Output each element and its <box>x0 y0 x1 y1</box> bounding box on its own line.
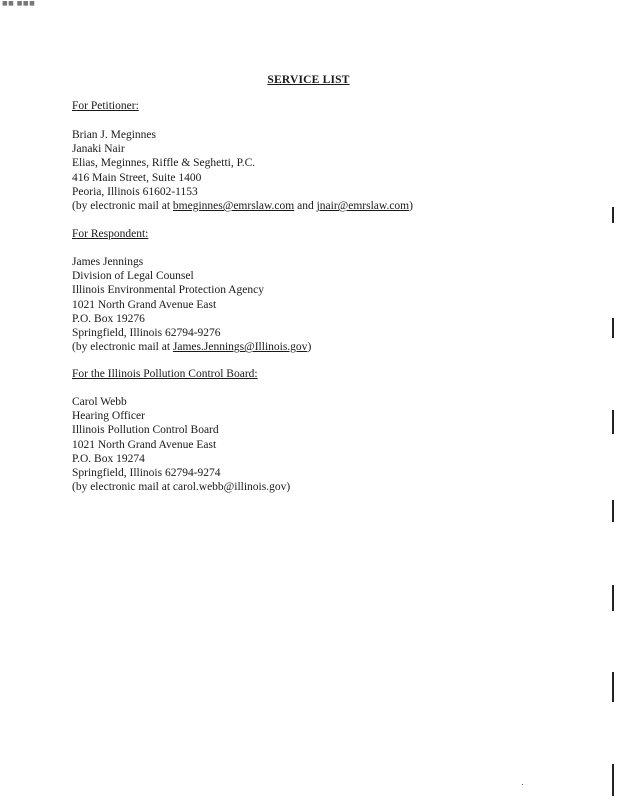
petitioner-line: Brian J. Meginnes <box>72 129 157 141</box>
petitioner-line: Janaki Nair <box>72 143 125 156</box>
board-line: Hearing Officer <box>72 410 145 423</box>
respondent-heading: For Respondent: <box>72 228 149 240</box>
board-line: Illinois Pollution Control Board <box>72 424 219 437</box>
email-suffix: ) <box>307 341 312 354</box>
board-line: Springfield, Illinois 62794-9274 <box>72 467 221 480</box>
scan-edge-mark <box>612 410 614 434</box>
respondent-line: Division of Legal Counsel <box>72 270 194 283</box>
respondent-line: Springfield, Illinois 62794-9276 <box>72 327 221 340</box>
respondent-line: James Jennings <box>72 256 144 268</box>
board-line: 1021 North Grand Avenue East <box>72 438 217 451</box>
page-title: SERVICE LIST <box>267 74 350 86</box>
board-line: P.O. Box 19274 <box>72 452 145 465</box>
email-joiner: and <box>294 200 317 213</box>
board-heading <box>72 368 258 380</box>
petitioner-heading: For Petitioner: <box>72 100 139 112</box>
petitioner-email-link-1[interactable]: bmeginnes@emrslaw.com <box>172 200 295 213</box>
board-address-block <box>72 395 290 494</box>
email-suffix: ) <box>409 200 413 213</box>
scan-edge-mark <box>612 318 614 338</box>
respondent-line: 1021 North Grand Avenue East <box>72 298 217 311</box>
respondent-email-line <box>72 340 311 354</box>
respondent-line: Illinois Environmental Protection Agency <box>72 284 264 297</box>
scan-edge-mark <box>612 585 614 611</box>
scan-edge-mark <box>612 500 614 522</box>
petitioner-address-block <box>72 128 413 213</box>
petitioner-line: Elias, Meginnes, Riffle & Seghetti, P.C. <box>72 157 256 170</box>
scan-edge-mark <box>612 764 614 796</box>
scan-corner-mark: ■■ ■■■ <box>2 0 36 7</box>
petitioner-email-link-2[interactable]: jnair@emrslaw.com <box>316 200 410 213</box>
email-prefix: (by electronic mail at <box>72 200 173 213</box>
scan-speck <box>522 784 523 785</box>
email-prefix: (by electronic mail at <box>72 341 173 354</box>
board-line: Carol Webb <box>72 396 127 408</box>
petitioner-email-line <box>72 199 413 213</box>
scan-edge-mark <box>612 207 614 223</box>
respondent-email-link[interactable]: James.Jennings@Illinois.gov <box>172 341 308 354</box>
respondent-address-block <box>72 255 311 354</box>
scan-edge-mark <box>612 672 614 702</box>
petitioner-line: 416 Main Street, Suite 1400 <box>72 171 202 184</box>
board-line: (by electronic mail at carol.webb@illinois.gov) <box>72 481 291 494</box>
petitioner-line: Peoria, Illinois 61602-1153 <box>72 185 198 198</box>
respondent-line: P.O. Box 19276 <box>72 312 145 325</box>
board-heading-text: For the Illinois Pollution Control Board: <box>72 368 258 380</box>
